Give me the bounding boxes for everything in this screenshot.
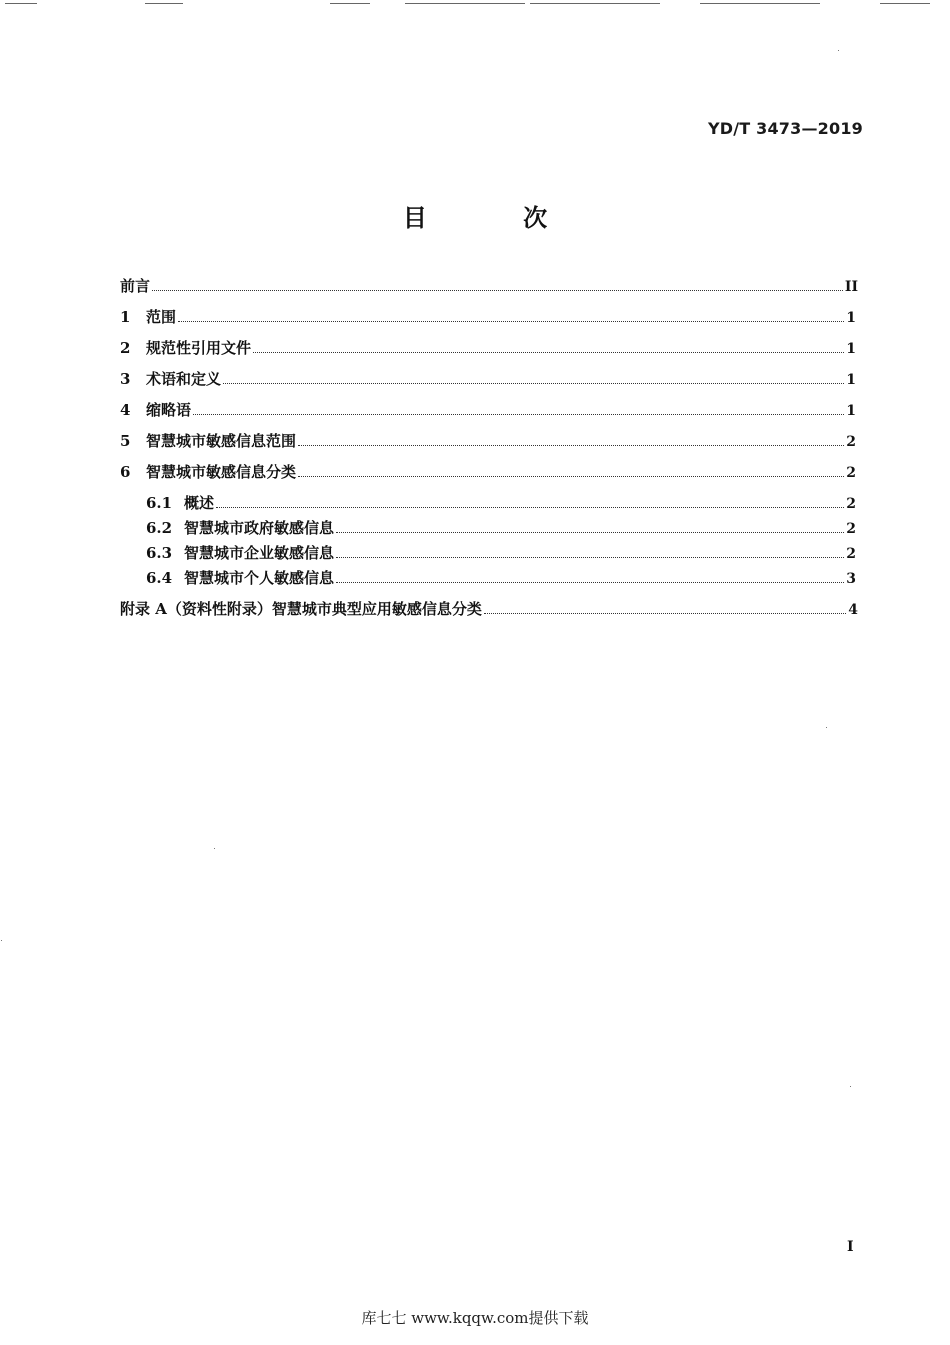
dot-leader [193, 413, 844, 415]
toc-entry-label: 范围 [146, 308, 177, 326]
toc-entry-page: 3 [846, 571, 856, 587]
dot-leader [152, 289, 843, 291]
toc-entry-label: 规范性引用文件 [146, 339, 252, 357]
dot-leader [336, 556, 844, 558]
toc-entry-6-1[interactable] [146, 493, 856, 515]
toc-entry-label: 智慧城市企业敏感信息 [184, 544, 335, 562]
toc-entry-page: 1 [846, 403, 856, 419]
toc-entry-2[interactable] [120, 338, 856, 360]
toc-entry-label: 缩略语 [146, 401, 192, 419]
toc-entry-number: 5 [120, 432, 131, 450]
toc-entry-number: 6 [120, 463, 131, 481]
toc-entry-label: 前言 [120, 277, 151, 295]
toc-entry-6[interactable] [120, 462, 856, 484]
toc-entry-label: 智慧城市敏感信息范围 [146, 432, 297, 450]
toc-entry-label: 附录 A（资料性附录）智慧城市典型应用敏感信息分类 [120, 600, 482, 618]
toc-entry-number: 6.3 [146, 544, 173, 562]
scan-speck [214, 848, 215, 849]
toc-entry-page: 1 [846, 372, 856, 388]
scan-speck [850, 1086, 851, 1087]
scan-speck [826, 727, 827, 728]
toc-entry-label: 智慧城市敏感信息分类 [146, 463, 297, 481]
dot-leader [484, 612, 846, 614]
toc-entry-page: 2 [846, 496, 856, 512]
toc-entry-number: 4 [120, 401, 131, 419]
toc-entry-number: 2 [120, 339, 131, 357]
document-code: YD/T 3473—2019 [707, 119, 863, 138]
toc-entry-6-3[interactable] [146, 543, 856, 565]
toc-entry-6-4[interactable] [146, 568, 856, 590]
toc-entry-page: 1 [846, 310, 856, 326]
toc-entry-5[interactable] [120, 431, 856, 453]
toc-entry-label: 智慧城市政府敏感信息 [184, 519, 335, 537]
toc-entry-foreword[interactable] [120, 276, 858, 298]
toc-title: 目 次 [402, 204, 592, 232]
download-footer: 库七七 www.kqqw.com提供下载 [361, 1309, 589, 1327]
scan-speck [838, 50, 839, 51]
dot-leader [336, 581, 844, 583]
dot-leader [298, 444, 844, 446]
toc-entry-page: 1 [846, 341, 856, 357]
toc-entry-label: 概述 [184, 494, 215, 512]
toc-entry-page: 4 [848, 602, 858, 618]
toc-entry-annex-a[interactable] [120, 599, 858, 621]
toc-entry-1[interactable] [120, 307, 856, 329]
dot-leader [298, 475, 844, 477]
toc-entry-page: 2 [846, 465, 856, 481]
scan-edge-marks [0, 0, 950, 8]
toc-entry-page: 2 [846, 434, 856, 450]
dot-leader [216, 506, 844, 508]
toc-entry-4[interactable] [120, 400, 856, 422]
toc-entry-number: 6.1 [146, 494, 173, 512]
dot-leader [253, 351, 844, 353]
toc-entry-number: 6.2 [146, 519, 173, 537]
toc-entry-page: 2 [846, 521, 856, 537]
toc-entry-page: II [844, 279, 858, 295]
toc-entry-number: 1 [120, 308, 131, 326]
dot-leader [178, 320, 844, 322]
scan-speck [1, 940, 2, 941]
page-number: I [847, 1239, 854, 1255]
toc-entry-number: 3 [120, 370, 131, 388]
dot-leader [223, 382, 844, 384]
toc-entry-page: 2 [846, 546, 856, 562]
toc-entry-number: 6.4 [146, 569, 173, 587]
toc-entry-3[interactable] [120, 369, 856, 391]
toc-entry-6-2[interactable] [146, 518, 856, 540]
toc-entry-label: 智慧城市个人敏感信息 [184, 569, 335, 587]
dot-leader [336, 531, 844, 533]
toc-entry-label: 术语和定义 [146, 370, 222, 388]
